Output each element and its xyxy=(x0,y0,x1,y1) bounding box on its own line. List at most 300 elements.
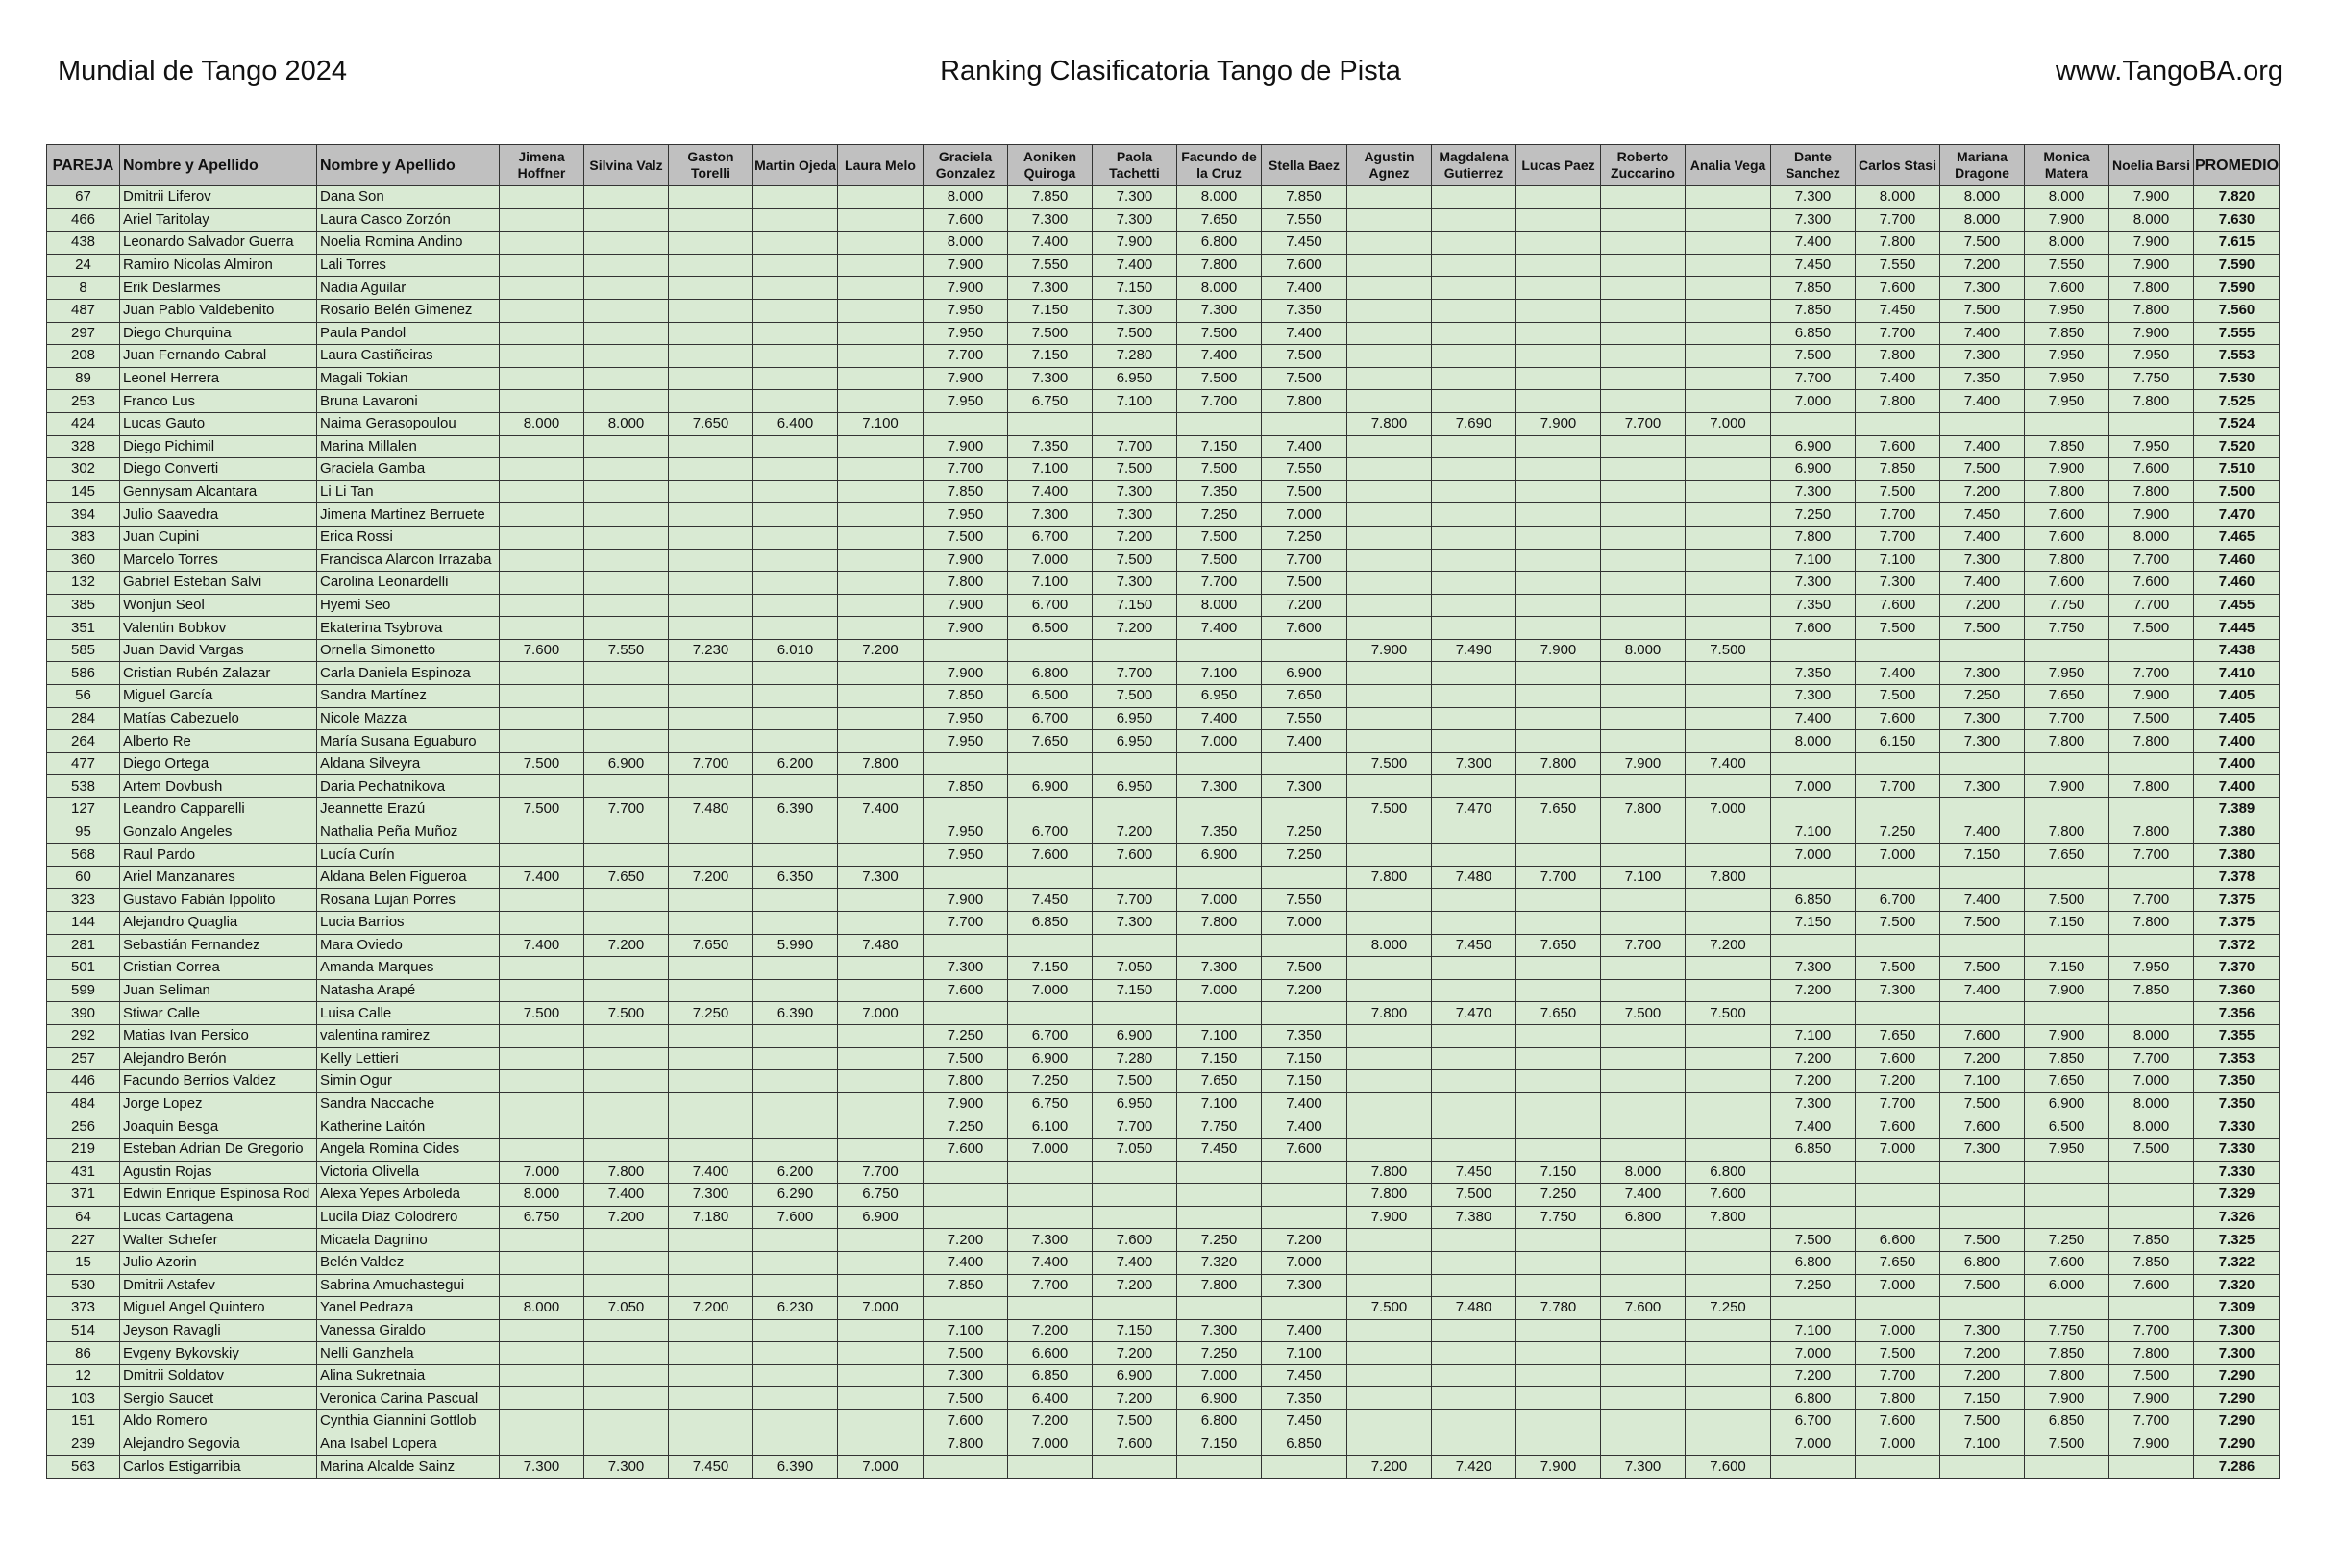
score-cell: 7.200 xyxy=(1771,1047,1856,1070)
score-cell: 7.250 xyxy=(1856,821,1940,844)
score-cell xyxy=(1601,549,1686,572)
table-row xyxy=(47,844,2280,867)
score-cell: 7.380 xyxy=(1432,1206,1516,1229)
score-cell xyxy=(924,1206,1008,1229)
score-cell: 6.950 xyxy=(1093,730,1177,753)
score-cell xyxy=(753,1410,838,1433)
score-cell xyxy=(1516,775,1601,798)
score-cell: 6.200 xyxy=(753,1161,838,1184)
score-cell xyxy=(1347,1251,1432,1274)
score-cell: 7.900 xyxy=(2025,775,2109,798)
score-cell: 7.600 xyxy=(500,639,584,662)
score-cell: 7.400 xyxy=(924,1251,1008,1274)
score-cell: 6.850 xyxy=(1771,322,1856,345)
score-cell: 7.600 xyxy=(1686,1456,1771,1479)
score-cell: 7.700 xyxy=(2109,549,2194,572)
score-cell: 7.500 xyxy=(1177,367,1262,390)
score-cell xyxy=(1856,1184,1940,1207)
promedio-cell: 7.290 xyxy=(2194,1433,2280,1456)
promedio-cell: 7.370 xyxy=(2194,957,2280,980)
score-cell: 7.500 xyxy=(1940,1274,2025,1297)
score-cell: 7.000 xyxy=(838,1456,924,1479)
score-cell xyxy=(1347,1387,1432,1410)
score-cell: 7.700 xyxy=(1856,503,1940,527)
score-cell xyxy=(1008,934,1093,957)
score-cell: 7.800 xyxy=(1856,390,1940,413)
score-cell xyxy=(669,435,753,458)
score-cell: 7.850 xyxy=(924,480,1008,503)
score-cell: 7.350 xyxy=(1262,299,1347,322)
score-cell: 7.700 xyxy=(1093,889,1177,912)
score-cell: 7.600 xyxy=(1856,594,1940,617)
score-cell: 7.400 xyxy=(1008,1251,1093,1274)
score-cell xyxy=(838,345,924,368)
score-cell xyxy=(1093,1456,1177,1479)
score-cell xyxy=(753,1229,838,1252)
score-cell: 7.000 xyxy=(1177,1364,1262,1387)
score-cell xyxy=(1686,957,1771,980)
score-cell xyxy=(500,707,584,730)
score-cell: 7.400 xyxy=(1940,526,2025,549)
score-cell: 7.300 xyxy=(1093,572,1177,595)
leader-name: Juan Fernando Cabral xyxy=(120,345,317,368)
score-cell xyxy=(1601,844,1686,867)
score-cell: 7.700 xyxy=(2109,889,2194,912)
score-cell xyxy=(1601,685,1686,708)
score-cell xyxy=(1177,412,1262,435)
score-cell: 7.450 xyxy=(1177,1138,1262,1161)
score-cell: 7.300 xyxy=(1856,979,1940,1002)
score-cell: 7.700 xyxy=(1177,572,1262,595)
score-cell xyxy=(1516,435,1601,458)
score-cell: 7.250 xyxy=(1771,503,1856,527)
score-cell xyxy=(584,1410,669,1433)
score-cell: 7.350 xyxy=(1940,367,2025,390)
score-cell: 7.600 xyxy=(1262,617,1347,640)
score-cell: 7.300 xyxy=(500,1456,584,1479)
score-cell xyxy=(753,232,838,255)
score-cell: 7.200 xyxy=(1771,979,1856,1002)
score-cell xyxy=(1940,934,2025,957)
promedio-cell: 7.326 xyxy=(2194,1206,2280,1229)
promedio-cell: 7.375 xyxy=(2194,912,2280,935)
score-cell: 7.000 xyxy=(838,1002,924,1025)
score-cell xyxy=(1347,458,1432,481)
score-cell: 7.100 xyxy=(1940,1070,2025,1093)
score-cell: 7.850 xyxy=(2025,1342,2109,1365)
table-row xyxy=(47,1364,2280,1387)
table-row xyxy=(47,1297,2280,1320)
score-cell: 7.400 xyxy=(1262,1319,1347,1342)
score-cell: 7.480 xyxy=(1432,866,1516,889)
score-cell xyxy=(838,1024,924,1047)
score-cell: 7.950 xyxy=(924,730,1008,753)
table-row xyxy=(47,594,2280,617)
score-cell xyxy=(1940,1456,2025,1479)
score-cell xyxy=(1347,345,1432,368)
score-cell: 7.850 xyxy=(1771,299,1856,322)
score-cell: 7.150 xyxy=(1262,1047,1347,1070)
score-cell xyxy=(1516,844,1601,867)
leader-name: Erik Deslarmes xyxy=(120,277,317,300)
follower-name: Marina Millalen xyxy=(317,435,500,458)
promedio-cell: 7.590 xyxy=(2194,277,2280,300)
score-cell: 7.400 xyxy=(669,1161,753,1184)
leader-name: Juan Cupini xyxy=(120,526,317,549)
score-cell: 7.400 xyxy=(1940,572,2025,595)
score-cell xyxy=(1432,1342,1516,1365)
promedio-cell: 7.465 xyxy=(2194,526,2280,549)
promedio-cell: 7.400 xyxy=(2194,752,2280,775)
table-row xyxy=(47,685,2280,708)
score-cell: 7.950 xyxy=(2109,345,2194,368)
score-cell xyxy=(1771,639,1856,662)
score-cell: 7.900 xyxy=(2109,503,2194,527)
promedio-cell: 7.410 xyxy=(2194,662,2280,685)
score-cell xyxy=(1516,277,1601,300)
score-cell: 7.250 xyxy=(1262,844,1347,867)
follower-name: Aldana Belen Figueroa xyxy=(317,866,500,889)
score-cell xyxy=(1771,1161,1856,1184)
leader-name: Gabriel Esteban Salvi xyxy=(120,572,317,595)
score-cell: 7.800 xyxy=(924,1070,1008,1093)
score-cell: 7.150 xyxy=(1008,299,1093,322)
leader-name: Valentin Bobkov xyxy=(120,617,317,640)
score-cell xyxy=(1686,322,1771,345)
follower-name: Micaela Dagnino xyxy=(317,1229,500,1252)
score-cell: 7.900 xyxy=(924,254,1008,277)
score-cell: 7.950 xyxy=(924,844,1008,867)
score-cell: 7.700 xyxy=(2109,844,2194,867)
score-cell: 7.500 xyxy=(1601,1002,1686,1025)
score-cell xyxy=(1432,730,1516,753)
score-cell: 7.850 xyxy=(1262,186,1347,209)
score-cell xyxy=(1856,866,1940,889)
score-cell: 7.700 xyxy=(838,1161,924,1184)
follower-name: Naima Gerasopoulou xyxy=(317,412,500,435)
score-cell: 7.180 xyxy=(669,1206,753,1229)
leader-name: Leandro Capparelli xyxy=(120,798,317,821)
score-cell xyxy=(1432,254,1516,277)
score-cell xyxy=(1686,821,1771,844)
score-cell: 6.900 xyxy=(838,1206,924,1229)
score-cell: 7.850 xyxy=(2109,979,2194,1002)
pareja-number: 484 xyxy=(47,1092,120,1115)
score-cell: 7.500 xyxy=(1940,957,2025,980)
score-cell: 7.950 xyxy=(924,821,1008,844)
score-cell xyxy=(838,1115,924,1139)
score-cell xyxy=(838,979,924,1002)
promedio-cell: 7.325 xyxy=(2194,1229,2280,1252)
score-cell xyxy=(838,277,924,300)
score-cell: 7.900 xyxy=(924,889,1008,912)
column-header-judge: Laura Melo xyxy=(838,145,924,186)
score-cell: 7.600 xyxy=(2025,277,2109,300)
score-cell: 7.300 xyxy=(1856,572,1940,595)
score-cell: 7.350 xyxy=(1177,821,1262,844)
score-cell xyxy=(1516,549,1601,572)
score-cell xyxy=(1686,1092,1771,1115)
score-cell: 7.150 xyxy=(1516,1161,1601,1184)
score-cell xyxy=(669,979,753,1002)
score-cell: 7.650 xyxy=(1177,1070,1262,1093)
leader-name: Dmitrii Soldatov xyxy=(120,1364,317,1387)
table-row xyxy=(47,798,2280,821)
score-cell: 6.750 xyxy=(1008,1092,1093,1115)
score-cell xyxy=(584,1229,669,1252)
score-cell: 7.200 xyxy=(669,1297,753,1320)
score-cell xyxy=(2025,866,2109,889)
follower-name: Paula Pandol xyxy=(317,322,500,345)
score-cell xyxy=(1601,1319,1686,1342)
leader-name: Lucas Gauto xyxy=(120,412,317,435)
score-cell xyxy=(838,390,924,413)
score-cell: 7.950 xyxy=(924,299,1008,322)
table-row xyxy=(47,1002,2280,1025)
leader-name: Cristian Rubén Zalazar xyxy=(120,662,317,685)
pareja-number: 227 xyxy=(47,1229,120,1252)
score-cell: 7.500 xyxy=(1432,1184,1516,1207)
promedio-cell: 7.356 xyxy=(2194,1002,2280,1025)
pareja-number: 95 xyxy=(47,821,120,844)
score-cell xyxy=(1601,390,1686,413)
score-cell: 7.100 xyxy=(1177,662,1262,685)
pareja-number: 373 xyxy=(47,1297,120,1320)
score-cell: 7.400 xyxy=(1177,707,1262,730)
score-cell: 6.800 xyxy=(1601,1206,1686,1229)
score-cell xyxy=(1432,594,1516,617)
column-header-judge: Roberto Zuccarino xyxy=(1601,145,1686,186)
table-row xyxy=(47,458,2280,481)
score-cell xyxy=(2025,1161,2109,1184)
score-cell xyxy=(1432,1092,1516,1115)
score-cell xyxy=(584,232,669,255)
score-cell: 7.500 xyxy=(1347,752,1432,775)
score-cell xyxy=(1093,934,1177,957)
promedio-cell: 7.520 xyxy=(2194,435,2280,458)
score-cell xyxy=(669,1410,753,1433)
score-cell xyxy=(753,1433,838,1456)
score-cell xyxy=(838,1047,924,1070)
score-cell xyxy=(500,299,584,322)
column-header-judge: Stella Baez xyxy=(1262,145,1347,186)
score-cell: 7.700 xyxy=(1771,367,1856,390)
leader-name: Ariel Taritolay xyxy=(120,208,317,232)
score-cell xyxy=(2109,1161,2194,1184)
leader-name: Sebastián Fernandez xyxy=(120,934,317,957)
score-cell: 7.250 xyxy=(1262,526,1347,549)
score-cell: 7.900 xyxy=(924,662,1008,685)
follower-name: Lali Torres xyxy=(317,254,500,277)
score-cell: 7.900 xyxy=(2025,208,2109,232)
score-cell xyxy=(2109,798,2194,821)
score-cell: 6.800 xyxy=(1771,1387,1856,1410)
score-cell: 8.000 xyxy=(1347,934,1432,957)
promedio-cell: 7.405 xyxy=(2194,685,2280,708)
score-cell: 7.050 xyxy=(584,1297,669,1320)
score-cell xyxy=(1432,844,1516,867)
score-cell xyxy=(1347,1138,1432,1161)
score-cell xyxy=(1686,1342,1771,1365)
score-cell: 6.700 xyxy=(1008,594,1093,617)
score-cell: 7.100 xyxy=(1177,1024,1262,1047)
score-cell: 8.000 xyxy=(1177,594,1262,617)
score-cell: 6.390 xyxy=(753,1456,838,1479)
table-row xyxy=(47,1138,2280,1161)
score-cell xyxy=(753,979,838,1002)
score-cell: 7.450 xyxy=(1432,1161,1516,1184)
follower-name: Marina Alcalde Sainz xyxy=(317,1456,500,1479)
pareja-number: 563 xyxy=(47,1456,120,1479)
score-cell: 7.700 xyxy=(924,912,1008,935)
website-url[interactable]: www.TangoBA.org xyxy=(2056,56,2283,86)
pareja-number: 8 xyxy=(47,277,120,300)
score-cell xyxy=(1347,889,1432,912)
score-cell: 7.200 xyxy=(1686,934,1771,957)
score-cell xyxy=(1347,844,1432,867)
score-cell xyxy=(1686,594,1771,617)
score-cell xyxy=(584,1387,669,1410)
follower-name: Magali Tokian xyxy=(317,367,500,390)
score-cell: 7.800 xyxy=(1347,412,1432,435)
score-cell xyxy=(500,186,584,209)
score-cell xyxy=(753,1387,838,1410)
score-cell: 7.600 xyxy=(1856,1410,1940,1433)
score-cell xyxy=(584,957,669,980)
score-cell xyxy=(838,1070,924,1093)
score-cell xyxy=(2109,1002,2194,1025)
follower-name: Sabrina Amuchastegui xyxy=(317,1274,500,1297)
score-cell: 7.280 xyxy=(1093,345,1177,368)
leader-name: Lucas Cartagena xyxy=(120,1206,317,1229)
score-cell: 7.800 xyxy=(838,752,924,775)
table-row xyxy=(47,821,2280,844)
score-cell xyxy=(1093,412,1177,435)
score-cell: 7.700 xyxy=(1601,934,1686,957)
score-cell xyxy=(1686,549,1771,572)
score-cell: 7.600 xyxy=(1856,277,1940,300)
score-cell: 7.900 xyxy=(2109,685,2194,708)
score-cell xyxy=(500,526,584,549)
score-cell: 7.550 xyxy=(2025,254,2109,277)
promedio-cell: 7.500 xyxy=(2194,480,2280,503)
score-cell: 7.400 xyxy=(500,866,584,889)
score-cell: 7.500 xyxy=(2109,707,2194,730)
pareja-number: 257 xyxy=(47,1047,120,1070)
score-cell: 7.150 xyxy=(1940,844,2025,867)
score-cell xyxy=(838,912,924,935)
score-cell: 7.250 xyxy=(1771,1274,1856,1297)
table-row xyxy=(47,435,2280,458)
follower-name: Erica Rossi xyxy=(317,526,500,549)
score-cell: 6.390 xyxy=(753,1002,838,1025)
score-cell: 7.400 xyxy=(1771,1115,1856,1139)
score-cell: 7.900 xyxy=(924,367,1008,390)
score-cell xyxy=(1940,639,2025,662)
leader-name: Evgeny Bykovskiy xyxy=(120,1342,317,1365)
score-cell xyxy=(584,685,669,708)
score-cell: 7.150 xyxy=(1177,1433,1262,1456)
score-cell: 7.500 xyxy=(1686,1002,1771,1025)
score-cell xyxy=(1771,1002,1856,1025)
score-cell xyxy=(669,480,753,503)
promedio-cell: 7.300 xyxy=(2194,1342,2280,1365)
follower-name: Vanessa Giraldo xyxy=(317,1319,500,1342)
score-cell: 7.500 xyxy=(1177,322,1262,345)
score-cell xyxy=(1177,1297,1262,1320)
score-cell xyxy=(1601,208,1686,232)
score-cell: 7.250 xyxy=(1262,821,1347,844)
table-header-row xyxy=(47,145,2280,186)
score-cell xyxy=(1601,889,1686,912)
score-cell: 6.850 xyxy=(1008,1364,1093,1387)
score-cell: 7.280 xyxy=(1093,1047,1177,1070)
score-cell: 6.900 xyxy=(1771,458,1856,481)
score-cell: 6.700 xyxy=(1771,1410,1856,1433)
score-cell: 7.700 xyxy=(1008,1274,1093,1297)
score-cell xyxy=(669,912,753,935)
table-row xyxy=(47,345,2280,368)
score-cell: 7.700 xyxy=(1856,526,1940,549)
pareja-number: 103 xyxy=(47,1387,120,1410)
table-row xyxy=(47,639,2280,662)
score-cell xyxy=(1347,1229,1432,1252)
score-cell xyxy=(1686,503,1771,527)
score-cell xyxy=(584,1364,669,1387)
column-header-promedio: PROMEDIO xyxy=(2194,145,2280,186)
follower-name: Jimena Martinez Berruete xyxy=(317,503,500,527)
column-header-judge: Mariana Dragone xyxy=(1940,145,2025,186)
score-cell: 7.400 xyxy=(1177,617,1262,640)
leader-name: Diego Churquina xyxy=(120,322,317,345)
score-cell xyxy=(1347,526,1432,549)
score-cell xyxy=(669,1115,753,1139)
score-cell: 6.700 xyxy=(1856,889,1940,912)
score-cell xyxy=(753,1047,838,1070)
score-cell: 7.500 xyxy=(1262,572,1347,595)
score-cell xyxy=(2025,934,2109,957)
score-cell: 7.450 xyxy=(1856,299,1940,322)
promedio-cell: 7.329 xyxy=(2194,1184,2280,1207)
score-cell xyxy=(584,390,669,413)
score-cell: 7.500 xyxy=(1177,458,1262,481)
score-cell: 7.200 xyxy=(584,1206,669,1229)
score-cell: 7.500 xyxy=(1940,1092,2025,1115)
score-cell xyxy=(1347,390,1432,413)
pareja-number: 390 xyxy=(47,1002,120,1025)
score-cell xyxy=(1686,1387,1771,1410)
score-cell: 7.800 xyxy=(1516,752,1601,775)
pareja-number: 24 xyxy=(47,254,120,277)
score-cell: 7.700 xyxy=(924,345,1008,368)
follower-name: Kelly Lettieri xyxy=(317,1047,500,1070)
score-cell xyxy=(500,821,584,844)
score-cell: 7.000 xyxy=(1771,1342,1856,1365)
leader-name: Matías Cabezuelo xyxy=(120,707,317,730)
score-cell: 7.450 xyxy=(1008,889,1093,912)
score-cell: 7.700 xyxy=(2025,707,2109,730)
pareja-number: 568 xyxy=(47,844,120,867)
score-cell xyxy=(1516,254,1601,277)
score-cell: 7.000 xyxy=(1856,1138,1940,1161)
score-cell xyxy=(669,1319,753,1342)
score-cell: 6.900 xyxy=(1262,662,1347,685)
score-cell xyxy=(838,685,924,708)
score-cell xyxy=(1516,1410,1601,1433)
score-cell: 7.500 xyxy=(2109,1364,2194,1387)
score-cell xyxy=(1771,934,1856,957)
score-cell: 7.650 xyxy=(1856,1251,1940,1274)
